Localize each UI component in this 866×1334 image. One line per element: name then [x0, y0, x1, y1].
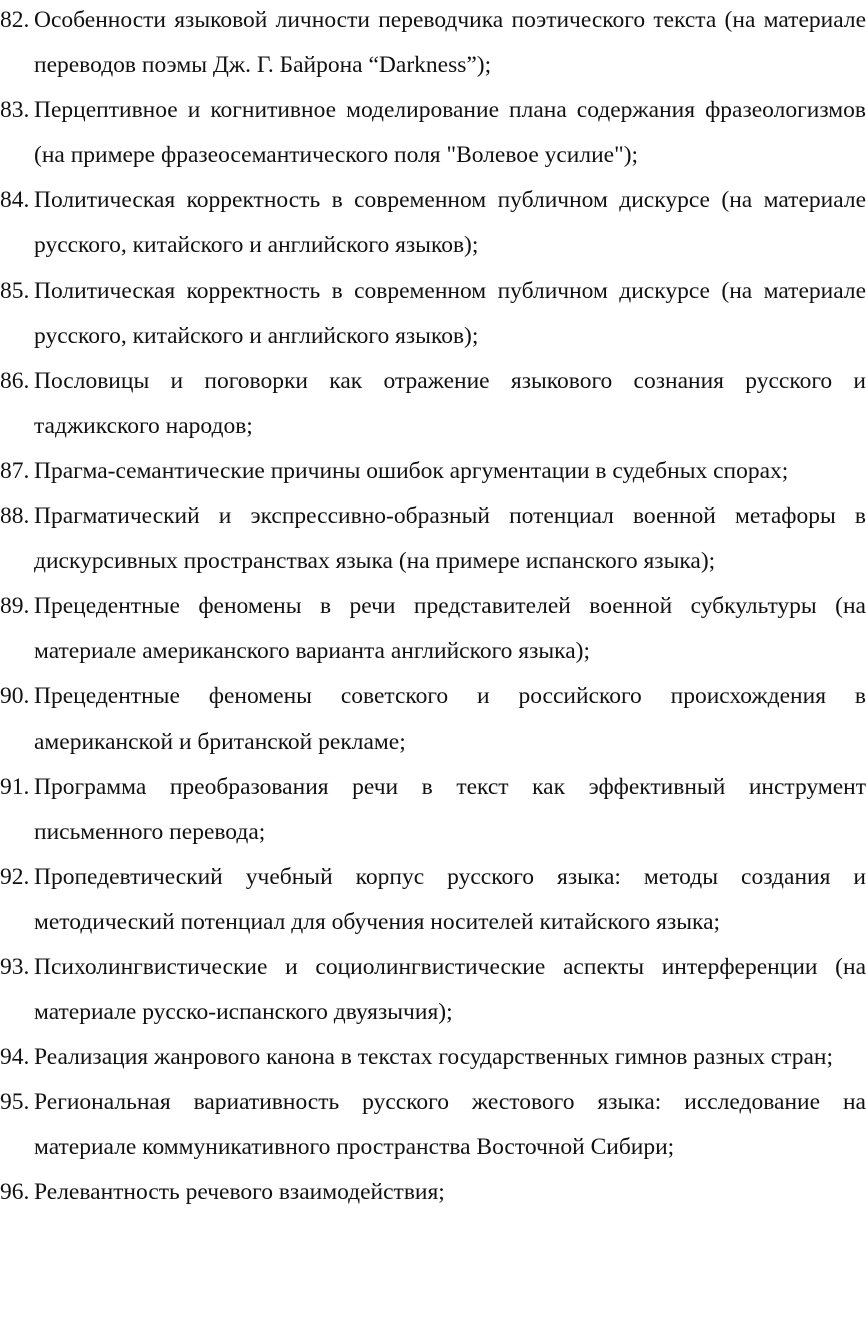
list-item	[0, 674, 866, 764]
list-item	[0, 269, 866, 359]
item-number: 92.	[0, 863, 30, 890]
item-text: Прецедентные феномены советского и российского происхождения в американской и британской рекламе;	[34, 683, 866, 755]
item-number: 93.	[0, 953, 30, 980]
item-number: 91.	[0, 773, 30, 800]
item-text: Прецедентные феномены в речи представителей военной субкультуры (на материале американского варианта английского языка);	[34, 593, 866, 665]
list-item	[0, 765, 866, 855]
item-number: 83.	[0, 97, 30, 124]
item-text: Пословицы и поговорки как отражение языкового сознания русского и таджикского народов;	[34, 367, 866, 439]
item-number: 84.	[0, 187, 30, 214]
list-item	[0, 1035, 866, 1080]
item-text: Программа преобразования речи в текст как эффективный инструмент письменного перевода;	[34, 773, 866, 845]
item-text: Политическая корректность в современном публичном дискурсе (на материале русского, китайского и английского языков);	[34, 277, 866, 349]
list-item	[0, 855, 866, 945]
list-item	[0, 1080, 866, 1170]
item-text: Пропедевтический учебный корпус русского языка: методы создания и методический потенциал для обучения носителей китайского языка;	[34, 863, 866, 935]
item-text: Перцептивное и когнитивное моделирование плана содержания фразеологизмов (на примере фразеосемантического поля "Волевое усилие");	[34, 97, 866, 169]
item-text: Прагма-семантические причины ошибок аргументации в судебных спорах;	[34, 457, 789, 484]
item-text: Политическая корректность в современном публичном дискурсе (на материале русского, китайского и английского языков);	[34, 187, 866, 259]
item-number: 90.	[0, 683, 30, 710]
list-item	[0, 584, 866, 674]
item-text: Прагматический и экспрессивно-образный потенциал военной метафоры в дискурсивных пространствах языка (на примере испанского языка);	[34, 503, 866, 575]
list-item	[0, 359, 866, 449]
item-number: 86.	[0, 367, 30, 394]
item-text: Реализация жанрового канона в текстах государственных гимнов разных стран;	[34, 1044, 833, 1071]
list-item	[0, 88, 866, 178]
item-number: 94.	[0, 1044, 30, 1071]
list-item	[0, 945, 866, 1035]
item-number: 96.	[0, 1179, 30, 1206]
item-number: 82.	[0, 7, 30, 33]
list-item	[0, 449, 866, 494]
list-item	[0, 0, 866, 88]
list-item	[0, 178, 866, 268]
list-item	[0, 1170, 866, 1215]
item-number: 95.	[0, 1089, 30, 1116]
item-text: Релевантность речевого взаимодействия;	[34, 1179, 445, 1206]
item-number: 85.	[0, 277, 30, 304]
item-number: 87.	[0, 457, 30, 484]
item-number: 88.	[0, 503, 30, 530]
item-text: Особенности языковой личности переводчика поэтического текста (на материале переводов поэмы Дж. Г. Байрона “Darkness”);	[34, 7, 866, 79]
item-number: 89.	[0, 593, 30, 620]
list-item	[0, 494, 866, 584]
item-text: Психолингвистические и социолингвистические аспекты интерференции (на материале русско-испанского двуязычия);	[34, 953, 866, 1026]
item-text: Региональная вариативность русского жестового языка: исследование на материале коммуникативного пространства Восточной Сибири;	[34, 1089, 866, 1161]
